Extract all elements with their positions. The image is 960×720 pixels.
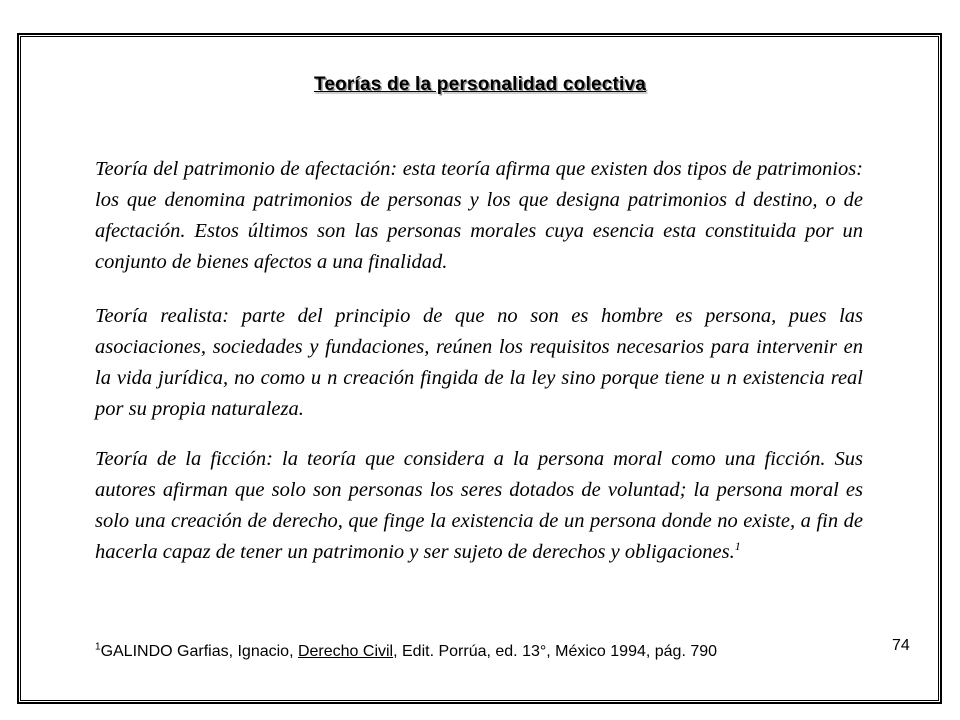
- page-title: Teorías de la personalidad colectiva: [313, 74, 647, 95]
- paragraph-teoria-ficcion: [95, 444, 863, 568]
- footnote-reference: 1: [734, 539, 741, 554]
- footnote-marker: 1: [95, 641, 101, 653]
- paragraph-text: Teoría de la ficción: la teoría que considera a la persona moral como una ficción. Sus autores afirman que solo son personas los seres dotados de voluntad; la persona moral es solo una creación de derecho, que finge la existencia de un persona donde no existe, a fin de hacerla capaz de tener un patrimonio y ser sujeto de derechos y obligaciones.: [95, 448, 863, 563]
- footnote-book-title: Derecho Civil: [297, 643, 394, 660]
- page-number: 74: [892, 637, 910, 654]
- paragraph-text: Teoría realista: parte del principio de que no son es hombre es persona, pues las asociaciones, sociedades y fundaciones, reúnen los requisitos necesarios para intervenir en la vida jurídica, no como u n creación fingida de la ley sino porque tiene u n existencia real por su propia naturaleza.: [95, 305, 863, 420]
- paragraph-patrimonio-afectacion: [95, 154, 863, 278]
- paragraph-text: Teoría del patrimonio de afectación: esta teoría afirma que existen dos tipos de patrimonios: los que denomina patrimonios de personas y los que designa patrimonios d destino, o de afectación. Estos últimos son las personas morales cuya esencia esta constituida por un conjunto de bienes afectos a una finalidad.: [95, 158, 863, 273]
- footnote-text-before: GALINDO Garfias, Ignacio,: [100, 643, 298, 660]
- footnote-text-after: , Edit. Porrúa, ed. 13°, México 1994, pág. 790: [393, 643, 718, 660]
- paragraph-teoria-realista: [95, 301, 863, 425]
- footnote: [95, 643, 717, 661]
